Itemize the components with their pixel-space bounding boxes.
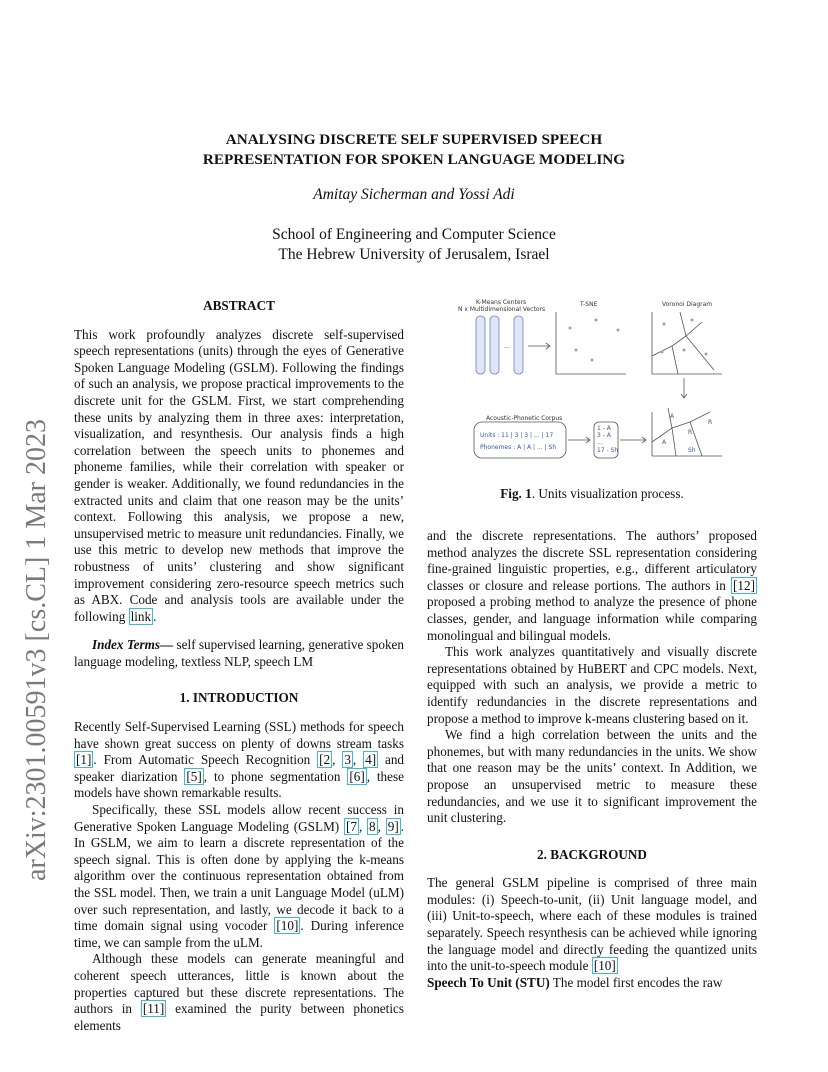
- citation[interactable]: [12]: [733, 577, 755, 593]
- index-terms-text: self supervised learning, generative spoken language modeling, textless NLP, speech LM: [74, 637, 404, 669]
- right-paragraph-1: [427, 528, 757, 644]
- intro-p1-text: , these models have shown remarkable results.: [74, 768, 404, 801]
- intro-p1-text: . From Automatic Speech Recognition: [93, 752, 318, 768]
- citation[interactable]: [2: [319, 752, 331, 768]
- arxiv-identifier: arXiv:2301.00591v3 [cs.CL] 1 Mar 2023: [21, 419, 52, 881]
- fig-region-a2: A: [662, 439, 667, 446]
- fig-region-r: R: [708, 419, 713, 426]
- authors: Amitay Sicherman and Yossi Adi: [313, 186, 515, 203]
- fig-region-r2: R: [688, 429, 693, 436]
- right-p1-text: proposed a probing method to analyze the presence of phone classes, gender, and language information while comparing monolingual and bilingual models.: [427, 594, 757, 643]
- citation[interactable]: [1]: [76, 752, 92, 768]
- code-link[interactable]: link: [130, 608, 152, 624]
- right-paragraph-3: We find a high correlation between the units and the phonemes, but with many redundancies in the units. We show that one reason may be the units’ context. In Addition, we propose an unsupervised metric to measure these redundancies, and we use it to significant improvement the unit clustering.: [427, 727, 757, 826]
- right-column: [427, 528, 757, 991]
- fig-region-sh: Sh: [688, 447, 696, 454]
- citation[interactable]: 4]: [365, 752, 377, 768]
- fig-voronoi-label: Voronoi Diagram: [662, 301, 713, 308]
- fig-kmeans-sublabel: N x Multidimensional Vectors: [458, 306, 546, 313]
- figure-caption-text: . Units visualization process.: [531, 486, 684, 501]
- fig-units-row: Units : 11 | 3 | 3 | ... | 17: [480, 432, 554, 439]
- figure-caption-label: Fig. 1: [500, 486, 532, 501]
- fig-region-a1: A: [670, 413, 675, 420]
- stu-text: The model first encodes the raw: [549, 974, 723, 990]
- citation[interactable]: [10]: [276, 918, 299, 934]
- background-heading: 2. BACKGROUND: [537, 846, 647, 862]
- intro-p1-text: and speaker diarization: [74, 752, 405, 784]
- citation[interactable]: [11]: [142, 1001, 165, 1017]
- right-paragraph-2: This work analyzes quantitatively and visually discrete representations obtained by HuBERT and CPC models. Next, equipped with such an analysis, we provide a metric to identify redundancies in the discrete representations and propose a method to improve k-means clustering based on it.: [427, 644, 757, 726]
- fig-map-1: 1 - A: [597, 425, 611, 432]
- citation[interactable]: 8: [369, 818, 376, 834]
- citation[interactable]: [7: [345, 818, 357, 834]
- intro-heading: 1. INTRODUCTION: [179, 690, 299, 706]
- fig-map-3: ...: [597, 439, 603, 446]
- fig-map-2: 3 - A: [597, 432, 611, 439]
- figure-caption: [427, 486, 757, 502]
- intro-paragraph-1: Recently Self-Supervised Learning (SSL) methods for speech have shown great success on plenty of downs stream tasks [1] . From Automatic Speech Recognition [2 , 3 , 4] and speaker diarization [5] , to phone segmentation [6] , these models have shown remarkable results.: [74, 719, 405, 801]
- background-p1-text: The general GSLM pipeline is comprised of three main modules: (i) Speech-to-unit, (ii) Unit language model, and (iii) Unit-to-speech, where each of these modules is trained separately. Speech resynthesis can be achieved while ignoring the language model and directly feeding the quantized units into the unit-to-speech module: [427, 875, 757, 974]
- fig-corpus-label: Acoustic-Phonetic Corpus: [486, 415, 563, 422]
- title-line-2: REPRESENTATION FOR SPOKEN LANGUAGE MODELING: [202, 151, 626, 168]
- citation[interactable]: 3: [344, 752, 351, 768]
- paper-title: [120, 130, 708, 170]
- intro-p2-text: . In GSLM, we aim to learn a discrete representation of the speech signal. This is often done by applying the k-means algorithm over the continuous representation obtained from the SSL model. Then, we train a unit Language Model (uLM) over such representation, and lastly, we decode it back to a time domain signal using vocoder: [74, 818, 405, 934]
- affiliation: [120, 225, 708, 265]
- intro-p3-text: Although these models can generate meaningful and coherent speech utterances, little is known about the properties captured but these discrete representations. The authors in: [74, 951, 404, 1017]
- figure-units-visualization: [440, 294, 740, 474]
- index-terms-label: Index Terms—: [92, 637, 174, 653]
- intro-p2-text: Specifically, these SSL models allow recent success in Generative Spoken Language Modeling (GSLM): [74, 802, 404, 834]
- abstract-heading: ABSTRACT: [203, 298, 275, 313]
- background-paragraph-1: [427, 875, 757, 975]
- citation[interactable]: [6]: [349, 768, 365, 784]
- citation[interactable]: [5]: [186, 768, 202, 784]
- intro-p2-text: . During inference time, we can sample from the uLM.: [74, 918, 404, 950]
- left-column: [74, 298, 404, 1034]
- stu-label: Speech To Unit (STU): [427, 974, 550, 990]
- abstract-body: This work profoundly analyzes discrete self-supervised speech representations (units) through the eyes of Generative Spoken Language Modeling (GSLM). Following the findings of such an analysis, we propose practical improvements to the discrete unit for the GSLM. First, we start comprehending these units by analyzing them in three axes: interpretation, visualization, and resynthesis. Our analysis finds a high correlation between the speech units to phonemes and phoneme families, while their correlation with speaker or gender is weaker. Additionally, we found redundancies in the extracted units and claim that one reason may be the units’ context. Following this analysis, we propose a new, unsupervised metric to measure unit redundancies. Finally, we use this metric to develop new methods that improve the robustness of units’ clustering and show significant improvement considering zero-resource speech metrics such as ABX. Code and analysis tools are available under the following: [74, 326, 404, 624]
- affiliation-line-2: The Hebrew University of Jerusalem, Israel: [278, 246, 550, 263]
- stu-paragraph: [427, 975, 757, 992]
- intro-paragraph-2: Specifically, these SSL models allow recent success in Generative Spoken Language Modeling (GSLM) [7 , 8 , 9] . In GSLM, we aim to learn a discrete representation of the speech signal. This is often done by applying the k-means algorithm over the continuous representation obtained from the SSL model. Then, we train a unit Language Model (uLM) over such representation, and lastly, we decode it back to a time domain signal using vocoder [10] . During inference time, we can sample from the uLM.: [74, 802, 405, 950]
- intro-p1-text: , to phone segmentation: [203, 768, 348, 784]
- affiliation-line-1: School of Engineering and Computer Science: [272, 226, 556, 243]
- citation[interactable]: 9]: [387, 818, 399, 834]
- citation[interactable]: [10]: [593, 958, 616, 974]
- index-terms: [74, 637, 404, 670]
- intro-paragraph-3: [74, 951, 404, 1034]
- fig-phonemes-row: Phonemes : A | A | ... | Sh: [480, 444, 557, 451]
- abstract-end: .: [153, 608, 157, 624]
- abstract-text: [74, 327, 404, 626]
- intro-p3-text: examined the purity between phonetics elements: [74, 1001, 404, 1033]
- fig-dots: ...: [504, 343, 510, 350]
- fig-kmeans-label: K-Means Centers: [476, 299, 527, 306]
- title-line-1: ANALYSING DISCRETE SELF SUPERVISED SPEECH: [225, 131, 603, 148]
- intro-p1-text: Recently Self-Supervised Learning (SSL) methods for speech have shown great success on plenty of downs stream tasks: [74, 719, 404, 751]
- right-p1-text: and the discrete representations. The authors’ proposed method analyzes the discrete SSL representation considering fine-grained linguistic properties, e.g., different articulatory classes or closure and release portions. The authors in: [427, 528, 757, 593]
- fig-tsne-label: T-SNE: [580, 301, 598, 308]
- fig-map-4: 17 - Sh: [597, 447, 619, 454]
